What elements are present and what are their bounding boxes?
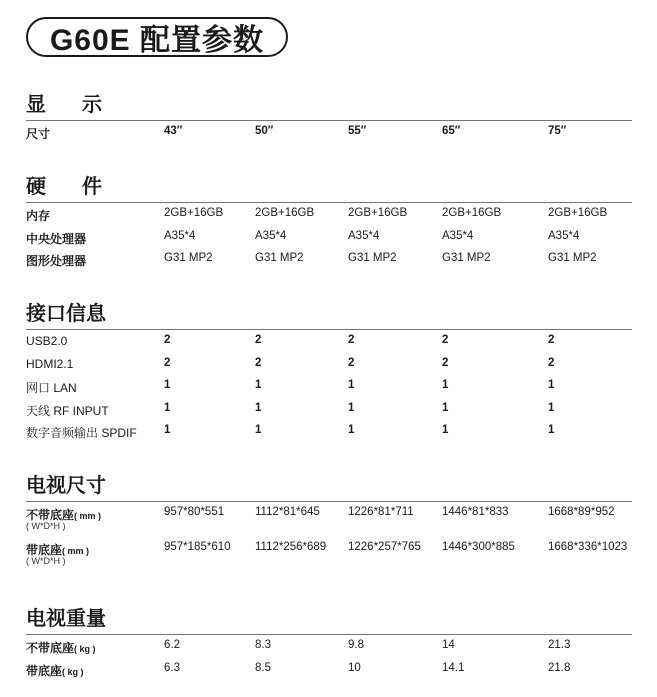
- cell: 10: [348, 661, 361, 674]
- cell: 9.8: [348, 639, 364, 651]
- cell: 6.2: [164, 639, 180, 651]
- row-label: 内存: [26, 209, 51, 223]
- row-label: 数字音频输出 SPDIF: [26, 426, 137, 440]
- row-label: [26, 662, 84, 679]
- section-hardware: [26, 174, 632, 271]
- section-title-weight: 电视重量: [26, 608, 106, 630]
- page-title: G60E 配置参数: [26, 17, 288, 57]
- table-row: [26, 330, 632, 353]
- table-row: [26, 502, 632, 537]
- cell: 1112*256*689: [255, 541, 327, 553]
- table-row: [26, 658, 632, 681]
- cell: 1: [164, 401, 171, 414]
- cell: 2: [348, 356, 355, 369]
- table-row: [26, 537, 632, 572]
- cell: 43″: [164, 125, 183, 137]
- table-row: [26, 353, 632, 376]
- cell: 6.3: [164, 661, 180, 674]
- row-sublabel: ( W*D*H ): [26, 521, 66, 531]
- cell: A35*4: [348, 229, 380, 242]
- cell: 14: [442, 639, 455, 651]
- cell: 65″: [442, 125, 461, 137]
- cell: 1: [348, 379, 355, 391]
- cell: 1668*89*952: [548, 506, 615, 518]
- section-interfaces: [26, 301, 632, 443]
- cell: 1: [348, 401, 355, 414]
- row-label: [26, 639, 96, 656]
- cell: A35*4: [255, 229, 287, 242]
- cell: 1: [548, 379, 555, 391]
- cell: 2GB+16GB: [164, 207, 224, 219]
- row-unit: ( mm ): [74, 511, 102, 521]
- cell: 2: [164, 356, 171, 369]
- cell: 50″: [255, 125, 274, 137]
- section-title-hardware: 硬件: [26, 176, 138, 198]
- cell: 1: [255, 401, 262, 414]
- cell: 1446*300*885: [442, 541, 515, 553]
- cell: 957*185*610: [164, 541, 231, 553]
- cell: 1: [255, 424, 262, 436]
- row-label: 尺寸: [26, 127, 51, 141]
- section-dimensions: [26, 473, 632, 572]
- cell: 1: [548, 424, 555, 436]
- cell: 2GB+16GB: [548, 207, 608, 219]
- cell: A35*4: [548, 229, 580, 242]
- cell: 1: [164, 379, 171, 391]
- row-label-text: 带底座: [26, 663, 63, 678]
- cell: 21.8: [548, 661, 571, 674]
- cell: G31 MP2: [442, 252, 491, 264]
- cell: 1: [548, 401, 555, 414]
- cell: 8.5: [255, 661, 271, 674]
- cell: 2GB+16GB: [255, 207, 315, 219]
- cell: 2: [255, 334, 262, 346]
- cell: G31 MP2: [164, 252, 213, 264]
- cell: 1668*336*1023: [548, 541, 628, 553]
- cell: 1226*257*765: [348, 541, 421, 553]
- cell: 75″: [548, 125, 567, 137]
- row-label: USB2.0: [26, 334, 68, 348]
- row-label-text: 不带底座: [26, 641, 75, 655]
- cell: 1: [348, 424, 355, 436]
- table-row: [26, 635, 632, 658]
- section-weight: [26, 606, 632, 680]
- cell: 21.3: [548, 639, 571, 651]
- row-unit: ( kg ): [62, 666, 84, 677]
- cell: 1: [442, 401, 449, 414]
- row-label: 网口 LAN: [26, 381, 77, 395]
- row-label-text: 带底座: [26, 543, 63, 557]
- cell: A35*4: [164, 229, 196, 242]
- cell: 1: [442, 424, 449, 436]
- section-title-interfaces: 接口信息: [26, 303, 106, 325]
- row-unit: ( kg ): [74, 644, 96, 654]
- row-unit: ( mm ): [62, 546, 90, 556]
- row-label: 中央处理器: [26, 231, 87, 246]
- cell: 1: [442, 379, 449, 391]
- cell: G31 MP2: [548, 252, 597, 264]
- row-label: HDMI2.1: [26, 356, 74, 371]
- row-label-text: 不带底座: [26, 508, 75, 522]
- section-title-display: 显示: [26, 94, 138, 116]
- section-display: [26, 92, 632, 144]
- cell: 2: [255, 356, 262, 369]
- cell: 2: [442, 334, 449, 346]
- cell: G31 MP2: [255, 252, 304, 264]
- cell: 14.1: [442, 661, 465, 674]
- row-sublabel: ( W*D*H ): [26, 556, 66, 566]
- cell: 55″: [348, 125, 367, 137]
- cell: 1446*81*833: [442, 506, 509, 518]
- table-row: [26, 248, 632, 271]
- cell: 957*80*551: [164, 506, 225, 518]
- cell: G31 MP2: [348, 252, 397, 264]
- table-row: [26, 375, 632, 398]
- cell: 2GB+16GB: [348, 207, 408, 219]
- table-row: [26, 226, 632, 249]
- table-row: [26, 398, 632, 421]
- section-title-dimensions: 电视尺寸: [26, 475, 106, 497]
- cell: 2: [548, 334, 555, 346]
- table-row: [26, 203, 632, 226]
- cell: 1: [255, 379, 262, 391]
- table-row: [26, 420, 632, 443]
- cell: 2: [442, 356, 449, 369]
- cell: A35*4: [442, 229, 474, 242]
- table-row: [26, 121, 632, 144]
- cell: 1: [164, 424, 171, 436]
- cell: 2: [348, 334, 355, 346]
- cell: 2GB+16GB: [442, 207, 502, 219]
- row-label: 天线 RF INPUT: [26, 403, 109, 418]
- row-label: 图形处理器: [26, 254, 87, 268]
- cell: 1226*81*711: [348, 506, 414, 518]
- cell: 1112*81*645: [255, 506, 320, 518]
- cell: 2: [164, 334, 171, 346]
- cell: 2: [548, 356, 555, 369]
- cell: 8.3: [255, 639, 271, 651]
